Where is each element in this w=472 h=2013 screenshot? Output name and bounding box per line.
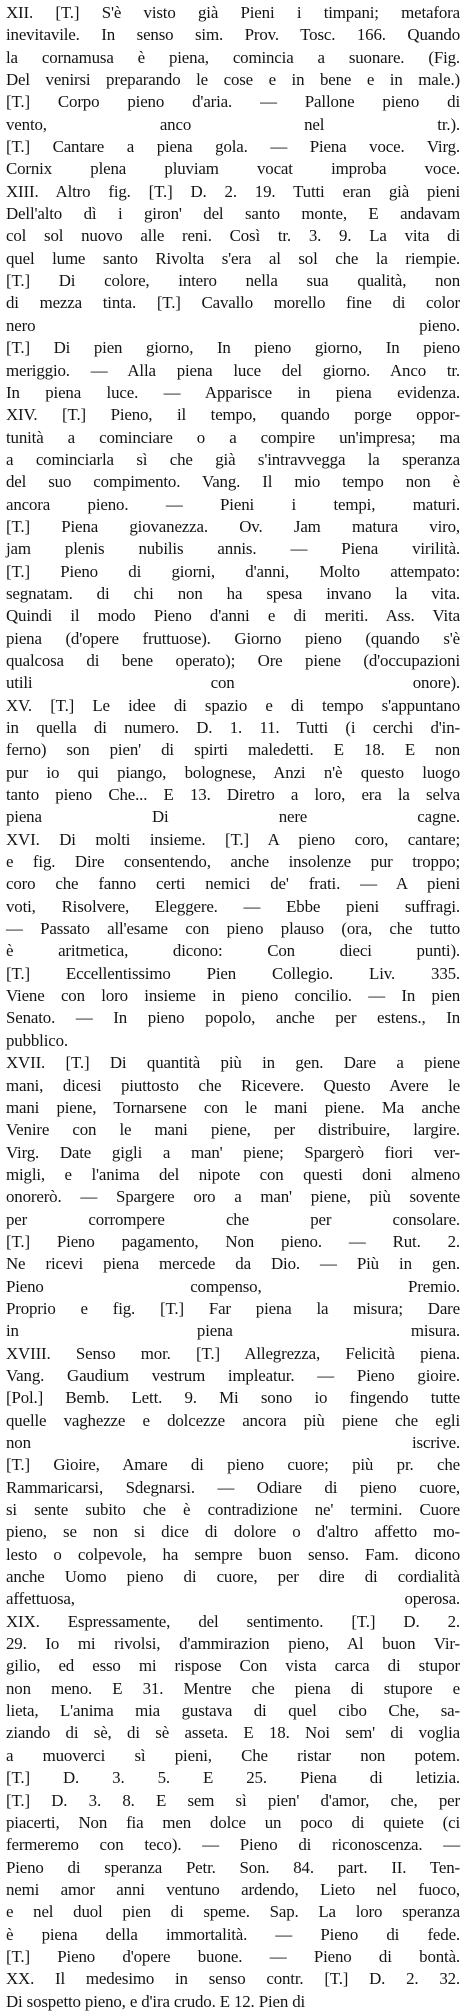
text-line: segnatam. di chi non ha spesa invano la vita. — [6, 583, 460, 603]
text-line: Venire con le mani piene, per distribuire, largire. — [6, 1120, 460, 1140]
text-line: Rammaricarsi, Sdegnarsi. — Odiare di pieno cuore, — [6, 1477, 460, 1497]
text-line: Dell'alto dì i giron' del santo monte, E andavam — [6, 204, 460, 224]
text-line: [T.] Di pien giorno, In pieno giorno, In pieno — [6, 338, 460, 358]
text-line: si sente subito che è contradizione ne' termini. Cuore — [6, 1500, 460, 1520]
text-line: in piena misura. — [6, 1321, 460, 1341]
text-line: jam plenis nubilis annis. — Piena virilità. — [6, 539, 460, 559]
text-line: è aritmetica, dicono: Con dieci punti). — [6, 941, 460, 961]
text-line: piena Di nere cagne. — [6, 807, 460, 827]
text-line: tunità a cominciare o a compire un'impresa; ma — [6, 427, 460, 447]
text-line: per corrompere che per consolare. — [6, 1209, 460, 1229]
text-line: XIV. [T.] Pieno, il tempo, quando porge oppor- — [6, 405, 460, 425]
text-line: ziando di sè, di sè asseta. E 18. Noi sem' di voglia — [6, 1723, 460, 1743]
text-line: Vang. Gaudium vestrum impleatur. — Pieno gioire. — [6, 1365, 460, 1385]
text-line: affettuosa, operosa. — [6, 1589, 460, 1609]
text-line: pur io qui piango, bolognese, Anzi n'è questo luogo — [6, 762, 460, 782]
text-line: XVI. Di molti insieme. [T.] A pieno coro, cantare; — [6, 829, 460, 849]
text-line: XVIII. Senso mor. [T.] Allegrezza, Felicità piena. — [6, 1343, 460, 1363]
text-line: [T.] Cantare a piena gola. — Piena voce. Virg. — [6, 137, 460, 157]
text-line: lesto o colpevole, ha sempre buon senso. Fam. dicono — [6, 1544, 460, 1564]
text-line: anche Uomo pieno di cuore, per dire di cordialità — [6, 1567, 460, 1587]
text-line: fermeremo con teco). — Pieno di riconoscenza. — — [6, 1835, 460, 1855]
text-line: migli, e l'anima del nipote con questi doni almeno — [6, 1164, 460, 1184]
text-line: gilio, ed esso mi rispose Con vista carca di stupor — [6, 1656, 460, 1676]
text-line: quelle vaghezze e dolcezze ancora più piene che egli — [6, 1410, 460, 1430]
text-line: col sol nuovo alle reni. Così tr. 3. 9. La vita di — [6, 226, 460, 246]
text-line: di mezza tinta. [T.] Cavallo morello fine di color — [6, 293, 460, 313]
text-line: XX. Il medesimo in senso contr. [T.] D. 2. 32. — [6, 1969, 460, 1989]
text-line: XVII. [T.] Di quantità più in gen. Dare a piene — [6, 1053, 460, 1073]
text-line: Virg. Date gigli a man' piene; Spargerò fiori ver- — [6, 1142, 460, 1162]
text-line: [T.] Piena giovanezza. Ov. Jam matura viro, — [6, 516, 460, 536]
text-line: non meno. E 31. Mentre che piena di stupore e — [6, 1678, 460, 1698]
text-line: Quindi il modo Pieno d'anni e di meriti. Ass. Vita — [6, 606, 460, 626]
text-line: [T.] Gioire, Amare di pieno cuore; più pr. che — [6, 1455, 460, 1475]
text-line: e fig. Dire consentendo, anche insolenze pur troppo; — [6, 852, 460, 872]
text-line: Senato. — In pieno popolo, anche per estens., In — [6, 1008, 460, 1028]
text-line: in quella di numero. D. 1. 11. Tutti (i cerchi d'in- — [6, 718, 460, 737]
text-line: pieno, se non si dice di dolore o d'altro affetto mo- — [6, 1522, 460, 1542]
text-line: qualcosa di bene operato); Ore piene (d'occupazioni — [6, 650, 460, 670]
text-line: nemi amor anni ventuno ardendo, Lieto nel fuoco, — [6, 1879, 460, 1899]
text-line: la cornamusa è piena, comincia a suonare. (Fig. — [6, 47, 460, 67]
text-line: vento, anco nel tr.). — [6, 114, 460, 134]
text-line: mani piene, Tornarsene con le mani piene. Ma anche — [6, 1097, 460, 1117]
text-line: [T.] Pieno pagamento, Non pieno. — Rut. 2. — [6, 1231, 460, 1251]
text-line: a muoverci sì pieni, Che ristar non potem. — [6, 1745, 460, 1765]
text-line: [T.] D. 3. 8. E sem sì pien' d'amor, che, per — [6, 1790, 460, 1810]
text-line: utili con onore). — [6, 673, 460, 693]
text-line: mani, dicesi piuttosto che Ricevere. Questo Avere le — [6, 1075, 460, 1095]
text-line: XII. [T.] S'è visto già Pieni i timpani; metafora — [6, 3, 460, 22]
text-line: [T.] D. 3. 5. E 25. Piena di letizia. — [6, 1768, 460, 1788]
text-line: — Passato all'esame con pieno plauso (ora, che tutto — [6, 919, 460, 939]
text-line: [T.] Pieno di giorni, d'anni, Molto attempato: — [6, 561, 460, 581]
text-line: è piena della immortalità. — Pieno di fede. — [6, 1924, 460, 1944]
entry-column — [6, 2, 460, 2013]
text-line: voti, Risolvere, Eleggere. — Ebbe pieni suffragi. — [6, 896, 460, 916]
text-line: [T.] Eccellentissimo Pien Collegio. Liv. 335. — [6, 963, 460, 983]
text-line: e nel duol pien di speme. Sap. La loro speranza — [6, 1902, 460, 1922]
text-line: non iscrive. — [6, 1433, 460, 1452]
text-line: coro che fanno certi nemici de' frati. — A pieni — [6, 874, 460, 894]
text-line: XIX. Espressamente, del sentimento. [T.] D. 2. — [6, 1611, 460, 1631]
text-line: a cominciarla sì che già s'intravvegga la speranza — [6, 449, 460, 469]
text-line: inevitavile. In senso sim. Prov. Tosc. 166. Quando — [6, 25, 460, 45]
text-line: [T.] Di colore, intero nella sua qualità, non — [6, 271, 460, 291]
text-line: quel lume santo Rivolta s'era al sol che la riempie. — [6, 248, 460, 268]
text-line: XV. [T.] Le idee di spazio e di tempo s'appuntano — [6, 695, 460, 715]
text-line: [T.] Corpo pieno d'aria. — Pallone pieno di — [6, 92, 460, 112]
text-line: [T.] Pieno d'opere buone. — Pieno di bontà. — [6, 1946, 460, 1966]
text-line: ferno) son pien' di spirti maledetti. E 18. E non — [6, 740, 460, 760]
text-line: XIII. Altro fig. [T.] D. 2. 19. Tutti eran già pieni — [6, 181, 460, 201]
text-line: onorerò. — Spargere oro a man' piene, più sovente — [6, 1187, 460, 1207]
text-line: Cornix plena pluviam vocat improba voce. — [6, 159, 460, 179]
text-line: piacerti, Non fia men dolce un poco di quiete (ci — [6, 1812, 460, 1832]
text-line: Proprio e fig. [T.] Far piena la misura; Dare — [6, 1298, 460, 1318]
text-line: 29. Io mi rivolsi, d'ammirazion pieno, Al buon Vir- — [6, 1634, 460, 1654]
text-line: tanto pieno Che... E 13. Diretro a loro, era la selva — [6, 785, 460, 805]
text-line: del suo compimento. Vang. Il mio tempo non è — [6, 472, 460, 492]
text-line: Viene con loro insieme in pieno concilio. — In pien — [6, 986, 460, 1006]
text-line: In piena luce. — Apparisce in piena evidenza. — [6, 382, 460, 402]
text-line: ancora pieno. — Pieni i tempi, maturi. — [6, 494, 460, 514]
text-line: [Pol.] Bemb. Lett. 9. Mi sono io fingendo tutte — [6, 1388, 460, 1408]
text-line: Di sospetto pieno, e d'ira crudo. E 12. Pien di — [6, 1991, 306, 2011]
text-line: Del venirsi preparando le cose e in bene e in male.) — [6, 70, 460, 90]
text-line: lieta, L'anima mia gustava di quel cibo Che, sa- — [6, 1701, 460, 1721]
text-line: nero pieno. — [6, 315, 460, 335]
text-line: Pieno di speranza Petr. Son. 84. part. II. Ten- — [6, 1857, 460, 1877]
text-line: piena (d'opere fruttuose). Giorno pieno (quando s'è — [6, 628, 460, 648]
text-line: meriggio. — Alla piena luce del giorno. Anco tr. — [6, 360, 460, 380]
text-line: Ne ricevi piena mercede da Dio. — Più in gen. — [6, 1254, 460, 1274]
text-line: Pieno compenso, Premio. — [6, 1276, 460, 1296]
text-line: pubblico. — [6, 1030, 68, 1050]
